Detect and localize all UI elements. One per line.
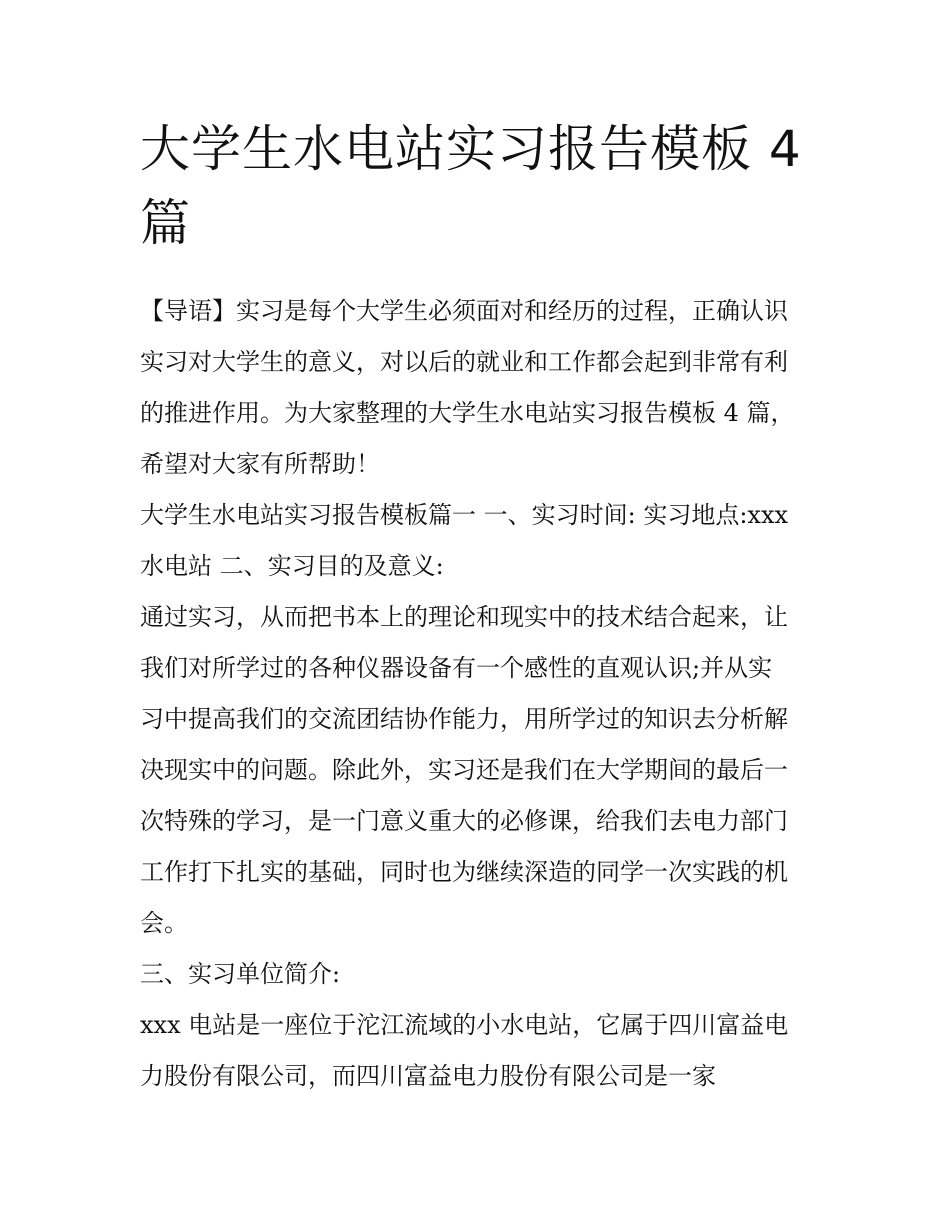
purpose-line-7: 会。 (140, 909, 188, 937)
unit-intro-line-2: 力股份有限公司，而四川富益电力股份有限公司是一家 (140, 1062, 716, 1090)
document-title (140, 112, 820, 260)
purpose-line-4: 决现实中的问题。除此外，实习还是我们在大学期间的最后一 (140, 756, 788, 784)
document-page (140, 112, 820, 1102)
title-line-2: 篇 (140, 194, 191, 252)
purpose-line-6: 工作打下扎实的基础，同时也为继续深造的同学一次实践的机 (140, 858, 788, 886)
purpose-line-3: 习中提高我们的交流团结协作能力，用所学过的知识去分析解 (140, 705, 788, 733)
purpose-line-1: 通过实习，从而把书本上的理论和现实中的技术结合起来，让 (140, 603, 788, 631)
purpose-line-5: 次特殊的学习，是一门意义重大的必修课，给我们去电力部门 (140, 807, 788, 835)
section-heading-line-2: 水电站 二、实习目的及意义: (140, 552, 444, 580)
section-heading-line-1: 大学生水电站实习报告模板篇一 一、实习时间: 实习地点:xxx (140, 501, 789, 529)
intro-line-3: 的推进作用。为大家整理的大学生水电站实习报告模板 4 篇， (140, 399, 795, 427)
unit-intro-heading: 三、实习单位简介: (140, 960, 341, 988)
document-body (140, 286, 820, 1102)
intro-line-4: 希望对大家有所帮助！ (140, 450, 380, 478)
title-line-1: 大学生水电站实习报告模板 4 (140, 120, 802, 178)
purpose-line-2: 我们对所学过的各种仪器设备有一个感性的直观认识;并从实 (140, 654, 773, 682)
unit-intro-line-1: xxx 电站是一座位于沱江流域的小水电站，它属于四川富益电 (140, 1011, 789, 1039)
intro-line-1: 【导语】实习是每个大学生必须面对和经历的过程，正确认识 (140, 297, 788, 325)
intro-line-2: 实习对大学生的意义，对以后的就业和工作都会起到非常有利 (140, 348, 788, 376)
